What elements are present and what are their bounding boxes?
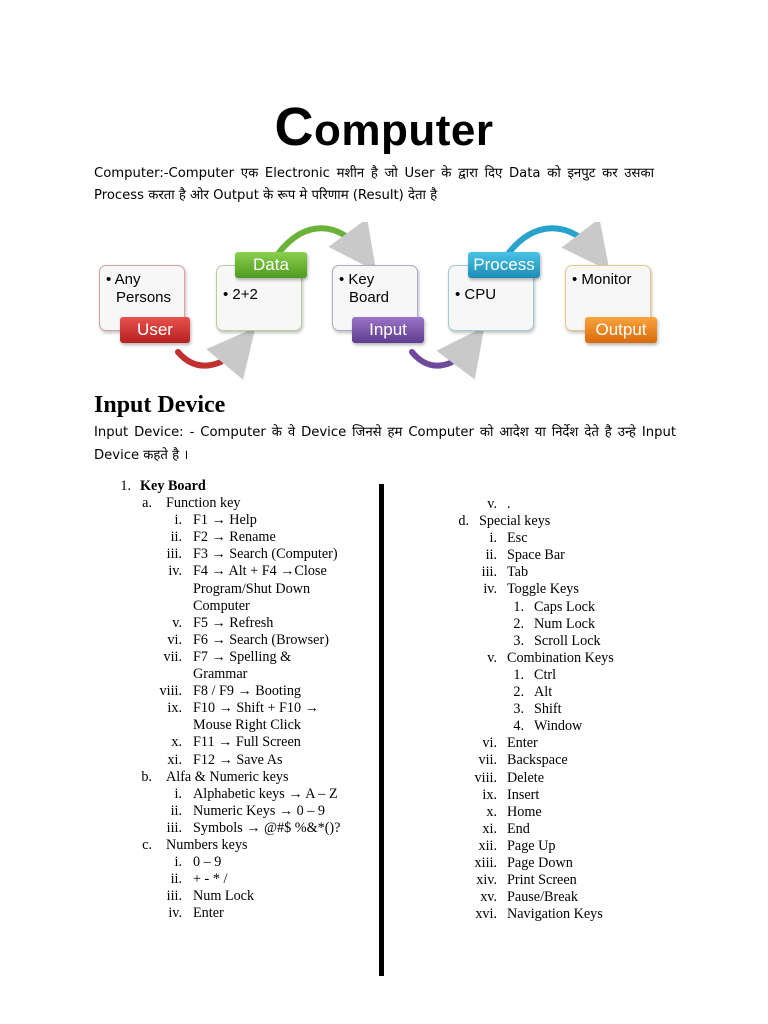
list-item [0,905,380,922]
flow-box-text: • Key Board [339,271,390,306]
list-item [384,667,768,684]
list-item-text: Navigation Keys [507,906,603,923]
list-item-text: F7 → Spelling & [193,648,292,665]
list-item-number: iv. [483,581,497,598]
list-item [384,513,768,530]
list-item-text: End [507,820,530,837]
list-item [384,564,768,581]
list-item [0,512,380,529]
list-item [0,615,380,632]
list-item-text: Backspace [507,752,568,769]
list-item-text: F6 → Search (Browser) [193,631,329,648]
list-item-text: Symbols → @#$ %&*()? [193,819,341,836]
flow-box-text: • Monitor [572,271,632,288]
list-item [0,495,380,512]
list-item-text: Toggle Keys [507,581,579,598]
list-item-text: F11 → Full Screen [193,734,301,751]
list-item-text: F4 → Alt + F4 →Close [193,563,327,580]
list-item [384,496,768,513]
list-item [0,478,380,495]
list-item-text: Grammar [193,666,248,683]
list-item [384,633,768,650]
list-item-number: v. [172,614,182,631]
list-item [384,718,768,735]
list-item-text: Window [534,718,583,735]
list-item-number: iii. [166,819,182,836]
list-item-number: x. [486,803,497,820]
list-item-number: xv. [480,889,497,906]
arrow-input-process [412,346,470,366]
list-item [0,752,380,769]
list-item [0,871,380,888]
arrow-user-data [178,346,240,366]
list-item [0,683,380,700]
list-item [0,581,380,598]
section-heading: Input Device [94,392,226,418]
list-item-text: Key Board [140,478,206,494]
list-item-text: Ctrl [534,666,557,683]
list-item-text: F8 / F9 → Booting [193,683,302,700]
list-item-number: ii. [485,547,497,564]
list-item-number: vii. [478,752,497,769]
list-item-number: viii. [159,683,182,700]
list-item [0,546,380,563]
list-item-text: Alphabetic keys → A – Z [193,785,338,802]
list-item [384,547,768,564]
intro-paragraph: Computer:-Computer एक Electronic मशीन है जो User के द्वारा दिए Data को इनपुट कर उसका Process करता है ओर Output के रूप मे परिणाम (Result) देता है [94,166,654,203]
list-item-text: Esc [507,530,528,547]
list-item [384,616,768,633]
list-item [384,770,768,787]
flow-tag-process: Process [468,252,540,278]
list-item [384,838,768,855]
list-item-text: Num Lock [534,615,596,632]
list-item [0,854,380,871]
list-item [384,581,768,598]
list-item [0,632,380,649]
list-item-text: F2 → Rename [193,529,276,546]
list-item-number: xiv. [476,872,497,889]
list-item [384,530,768,547]
list-item [0,837,380,854]
list-item-number: viii. [474,769,497,786]
list-item-text: Numbers keys [166,836,248,853]
list-item-text: Delete [507,769,545,786]
list-item-number: xiii. [474,854,497,871]
list-item-text: Insert [507,786,540,803]
list-item-text: F5 → Refresh [193,614,274,631]
list-item-number: v. [487,496,497,512]
list-item-text: Num Lock [193,888,255,905]
title-rest: omputer [314,106,494,155]
list-item-number: i. [174,512,182,529]
list-item-text: Caps Lock [534,598,596,615]
list-item-text: 0 – 9 [193,854,222,871]
list-item [384,701,768,718]
list-item [0,700,380,717]
list-item-number: 3. [513,701,524,718]
list-item [0,598,380,615]
list-item [0,666,380,683]
list-item [384,872,768,889]
flow-box-text: • CPU [455,286,497,303]
flow-tag-data: Data [235,252,307,278]
list-item-text: Shift [534,701,562,718]
list-item-number: 1. [120,478,131,494]
list-item-number: 4. [513,718,524,735]
list-item-text: Tab [507,564,529,581]
list-item [0,888,380,905]
list-item-number: i. [489,530,497,547]
list-item-number: 1. [513,598,524,615]
list-item-number: xi. [167,751,182,768]
left-key-list [0,478,380,922]
list-item-text: Space Bar [507,547,565,564]
list-item-number: xvi. [475,906,497,923]
list-item [384,906,768,923]
list-item-text: F1 → Help [193,512,257,529]
list-item [384,804,768,821]
list-item-text: Print Screen [507,872,577,889]
list-item-number: vi. [167,631,182,648]
list-item-text: Function key [166,495,241,512]
list-item [0,649,380,666]
list-item-text: Page Down [507,854,573,871]
list-item-text: Alfa & Numeric keys [166,768,289,785]
list-item [384,889,768,906]
arrow-data-input [278,228,362,254]
list-item-number: 2. [513,615,524,632]
list-item-number: vi. [482,735,497,752]
list-item [384,735,768,752]
list-item-number: ii. [170,529,182,546]
list-item-number: 2. [513,684,524,701]
list-item-number: c. [142,836,152,853]
list-item [0,734,380,751]
flow-tag-output: Output [585,317,657,343]
list-item-text: Special keys [479,513,551,530]
list-item-number: ix. [167,700,182,717]
page-title [0,96,768,158]
list-item-number: ix. [482,786,497,803]
list-item-number: xii. [478,837,497,854]
list-item [384,650,768,667]
list-item [0,769,380,786]
right-key-list [384,496,768,923]
list-item-number: ii. [170,871,182,888]
list-item-text: Enter [193,905,224,922]
section-description: Input Device: - Computer के वे Device जिनसे हम Computer को आदेश या निर्देश देते है उन्हे Input Device कहते है । [94,425,676,463]
list-item-text: Pause/Break [507,889,578,906]
list-item-number: i. [174,854,182,871]
list-item-number: xi. [482,820,497,837]
list-item-text: Home [507,803,542,820]
list-item [0,803,380,820]
list-item-text: F12 → Save As [193,751,283,768]
list-item-number: i. [174,785,182,802]
list-item-text: + - * / [193,871,228,888]
list-item-text: F3 → Search (Computer) [193,546,338,563]
title-initial: C [274,97,314,157]
list-item-text: Computer [193,597,250,614]
list-item [0,563,380,580]
list-item [384,599,768,616]
list-item-text: Scroll Lock [534,632,601,649]
list-item-text: Mouse Right Click [193,717,301,734]
list-item-text: Page Up [507,837,556,854]
list-item [384,787,768,804]
list-item [384,821,768,838]
list-item-text: Combination Keys [507,649,614,666]
list-item-number: iii. [166,888,182,905]
list-item-text: Enter [507,735,538,752]
flow-box-text: • Any Persons [106,271,172,306]
list-item-number: 1. [513,666,524,683]
list-item-number: iv. [168,905,182,922]
list-item-number: v. [487,649,497,666]
list-item-number: 3. [513,632,524,649]
list-item [384,752,768,769]
flow-tag-input: Input [352,317,424,343]
list-item-text: Alt [534,684,553,701]
list-item [384,855,768,872]
flow-box-text: • 2+2 [223,286,258,303]
list-item-number: b. [141,768,152,785]
flow-tag-user: User [120,317,190,343]
list-item-text: Program/Shut Down [193,580,311,597]
list-item-text: Numeric Keys → 0 – 9 [193,802,325,819]
list-item-number: x. [171,734,182,751]
list-item [0,786,380,803]
list-item-number: a. [142,495,152,512]
list-item-text: . [507,496,511,512]
list-item-number: ii. [170,802,182,819]
list-item [384,684,768,701]
list-item-number: iii. [166,546,182,563]
arrow-process-output [508,228,595,254]
list-item [0,529,380,546]
list-item-number: iv. [168,563,182,580]
list-item [0,820,380,837]
list-item-number: vii. [163,648,182,665]
list-item-number: d. [458,513,469,530]
list-item-number: iii. [481,564,497,581]
computer-flow-diagram [90,222,680,382]
list-item [0,717,380,734]
list-item-text: F10 → Shift + F10 → [193,700,319,717]
